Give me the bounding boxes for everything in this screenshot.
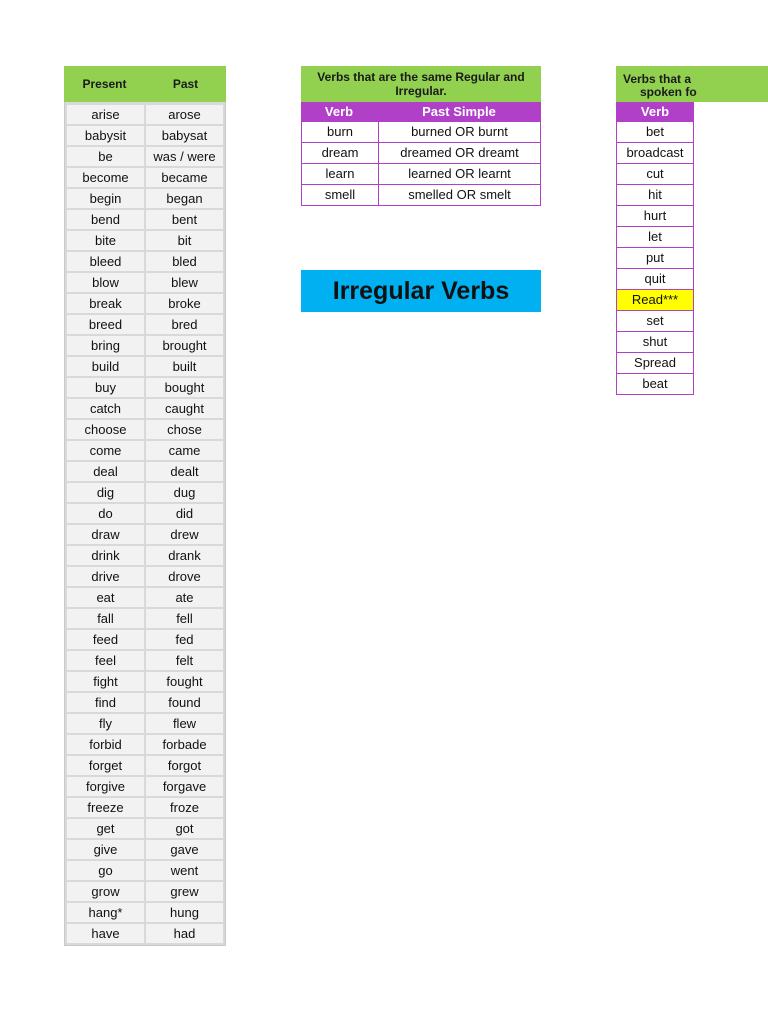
same-spelling-verbs-table: [616, 66, 768, 395]
present-cell: feel: [67, 651, 144, 670]
table-row: [67, 357, 223, 376]
table-row: [67, 336, 223, 355]
table-row: let: [616, 227, 694, 248]
table-row: set: [616, 311, 694, 332]
present-cell: fly: [67, 714, 144, 733]
verb-cell: learn: [302, 164, 379, 184]
table-body: [301, 122, 541, 206]
table-row: [301, 185, 541, 206]
table-row: [67, 861, 223, 880]
table-row: [67, 189, 223, 208]
present-cell: begin: [67, 189, 144, 208]
table-row: [67, 567, 223, 586]
table-row: [67, 168, 223, 187]
table-body: [64, 102, 226, 946]
past-cell: fell: [146, 609, 223, 628]
table-row: shut: [616, 332, 694, 353]
past-cell: broke: [146, 294, 223, 313]
past-cell: fought: [146, 672, 223, 691]
past-cell: found: [146, 693, 223, 712]
present-cell: catch: [67, 399, 144, 418]
present-cell: forgive: [67, 777, 144, 796]
past-cell: arose: [146, 105, 223, 124]
table-row: hit: [616, 185, 694, 206]
past-cell: bit: [146, 231, 223, 250]
table-row: [67, 630, 223, 649]
present-cell: have: [67, 924, 144, 943]
present-cell: drink: [67, 546, 144, 565]
present-cell: be: [67, 147, 144, 166]
table-header: [64, 66, 226, 102]
table-row: beat: [616, 374, 694, 395]
past-cell: bent: [146, 210, 223, 229]
present-cell: fight: [67, 672, 144, 691]
table-row: cut: [616, 164, 694, 185]
past-cell: dealt: [146, 462, 223, 481]
past-cell: felt: [146, 651, 223, 670]
table-row: Spread: [616, 353, 694, 374]
past-cell: blew: [146, 273, 223, 292]
past-cell: caught: [146, 399, 223, 418]
present-cell: bring: [67, 336, 144, 355]
table-row: [67, 441, 223, 460]
present-cell: find: [67, 693, 144, 712]
past-cell: brought: [146, 336, 223, 355]
past-cell: froze: [146, 798, 223, 817]
header-present: Present: [82, 77, 127, 91]
table-row: [67, 126, 223, 145]
present-cell: bleed: [67, 252, 144, 271]
table-row: bet: [616, 122, 694, 143]
table-row: [67, 777, 223, 796]
table-body: [616, 122, 768, 395]
present-cell: grow: [67, 882, 144, 901]
table-row: [67, 756, 223, 775]
present-cell: give: [67, 840, 144, 859]
verb-cell: burn: [302, 122, 379, 142]
past-cell: began: [146, 189, 223, 208]
table-row: [67, 420, 223, 439]
table-row: [67, 210, 223, 229]
table-row: [67, 588, 223, 607]
past-simple-cell: smelled OR smelt: [408, 187, 511, 202]
present-cell: bite: [67, 231, 144, 250]
present-cell: fall: [67, 609, 144, 628]
table-row: [67, 903, 223, 922]
table-row: [67, 840, 223, 859]
table-row: broadcast: [616, 143, 694, 164]
past-cell: drew: [146, 525, 223, 544]
verb-cell: smell: [302, 185, 379, 205]
present-cell: do: [67, 504, 144, 523]
present-cell: babysit: [67, 126, 144, 145]
table-title-line-2: spoken fo: [640, 85, 697, 99]
present-cell: come: [67, 441, 144, 460]
past-cell: became: [146, 168, 223, 187]
same-regular-irregular-table: [301, 66, 541, 206]
past-simple-cell: burned OR burnt: [411, 124, 508, 139]
past-cell: came: [146, 441, 223, 460]
table-row: [67, 483, 223, 502]
table-row: [67, 546, 223, 565]
table-row: [67, 798, 223, 817]
table-row: [67, 231, 223, 250]
past-cell: built: [146, 357, 223, 376]
present-cell: become: [67, 168, 144, 187]
table-row: [67, 819, 223, 838]
table-title: Verbs that are the same Regular and Irregular.: [301, 66, 541, 102]
present-cell: breed: [67, 315, 144, 334]
present-cell: build: [67, 357, 144, 376]
irregular-verbs-table: [64, 66, 226, 946]
table-row: [67, 672, 223, 691]
table-title: [616, 66, 768, 102]
past-cell: forgave: [146, 777, 223, 796]
past-cell: hung: [146, 903, 223, 922]
table-row: [67, 735, 223, 754]
past-cell: ate: [146, 588, 223, 607]
table-row: [67, 105, 223, 124]
table-row: [67, 924, 223, 943]
past-cell: gave: [146, 840, 223, 859]
past-simple-cell: learned OR learnt: [408, 166, 511, 181]
table-row: [67, 714, 223, 733]
table-row: [67, 462, 223, 481]
header-verb: Verb: [616, 102, 694, 122]
table-row: [67, 609, 223, 628]
table-row: [67, 504, 223, 523]
table-row: [67, 651, 223, 670]
table-row: [67, 315, 223, 334]
table-row: [67, 525, 223, 544]
past-cell: fed: [146, 630, 223, 649]
table-row: [301, 164, 541, 185]
present-cell: hang*: [67, 903, 144, 922]
present-cell: break: [67, 294, 144, 313]
present-cell: go: [67, 861, 144, 880]
verb-cell: dream: [302, 143, 379, 163]
present-cell: arise: [67, 105, 144, 124]
table-row: [301, 143, 541, 164]
past-cell: forgot: [146, 756, 223, 775]
present-cell: get: [67, 819, 144, 838]
header-verb: Verb: [324, 104, 354, 119]
past-cell: did: [146, 504, 223, 523]
past-cell: bought: [146, 378, 223, 397]
past-cell: had: [146, 924, 223, 943]
present-cell: deal: [67, 462, 144, 481]
present-cell: forget: [67, 756, 144, 775]
table-row: [67, 378, 223, 397]
past-cell: bled: [146, 252, 223, 271]
header-past-simple: Past Simple: [422, 104, 496, 119]
header-past: Past: [172, 77, 199, 91]
present-cell: dig: [67, 483, 144, 502]
present-cell: bend: [67, 210, 144, 229]
page-title: Irregular Verbs: [301, 270, 541, 312]
table-row: [67, 147, 223, 166]
past-cell: got: [146, 819, 223, 838]
past-cell: grew: [146, 882, 223, 901]
table-row: [67, 693, 223, 712]
past-cell: flew: [146, 714, 223, 733]
present-cell: blow: [67, 273, 144, 292]
past-cell: forbade: [146, 735, 223, 754]
table-row: [67, 273, 223, 292]
past-cell: went: [146, 861, 223, 880]
table-title-line-1: Verbs that a: [623, 72, 692, 86]
past-cell: babysat: [146, 126, 223, 145]
past-cell: drank: [146, 546, 223, 565]
past-cell: chose: [146, 420, 223, 439]
table-column-headers: [301, 102, 541, 122]
past-cell: drove: [146, 567, 223, 586]
table-row: [301, 122, 541, 143]
table-row: Read***: [616, 290, 694, 311]
present-cell: drive: [67, 567, 144, 586]
table-row: [67, 399, 223, 418]
present-cell: draw: [67, 525, 144, 544]
table-row: put: [616, 248, 694, 269]
past-cell: bred: [146, 315, 223, 334]
present-cell: freeze: [67, 798, 144, 817]
table-row: [67, 882, 223, 901]
present-cell: choose: [67, 420, 144, 439]
present-cell: eat: [67, 588, 144, 607]
present-cell: forbid: [67, 735, 144, 754]
present-cell: buy: [67, 378, 144, 397]
present-cell: feed: [67, 630, 144, 649]
table-row: quit: [616, 269, 694, 290]
past-cell: was / were: [146, 147, 223, 166]
past-simple-cell: dreamed OR dreamt: [400, 145, 519, 160]
past-cell: dug: [146, 483, 223, 502]
table-row: [67, 252, 223, 271]
table-row: [67, 294, 223, 313]
table-row: hurt: [616, 206, 694, 227]
